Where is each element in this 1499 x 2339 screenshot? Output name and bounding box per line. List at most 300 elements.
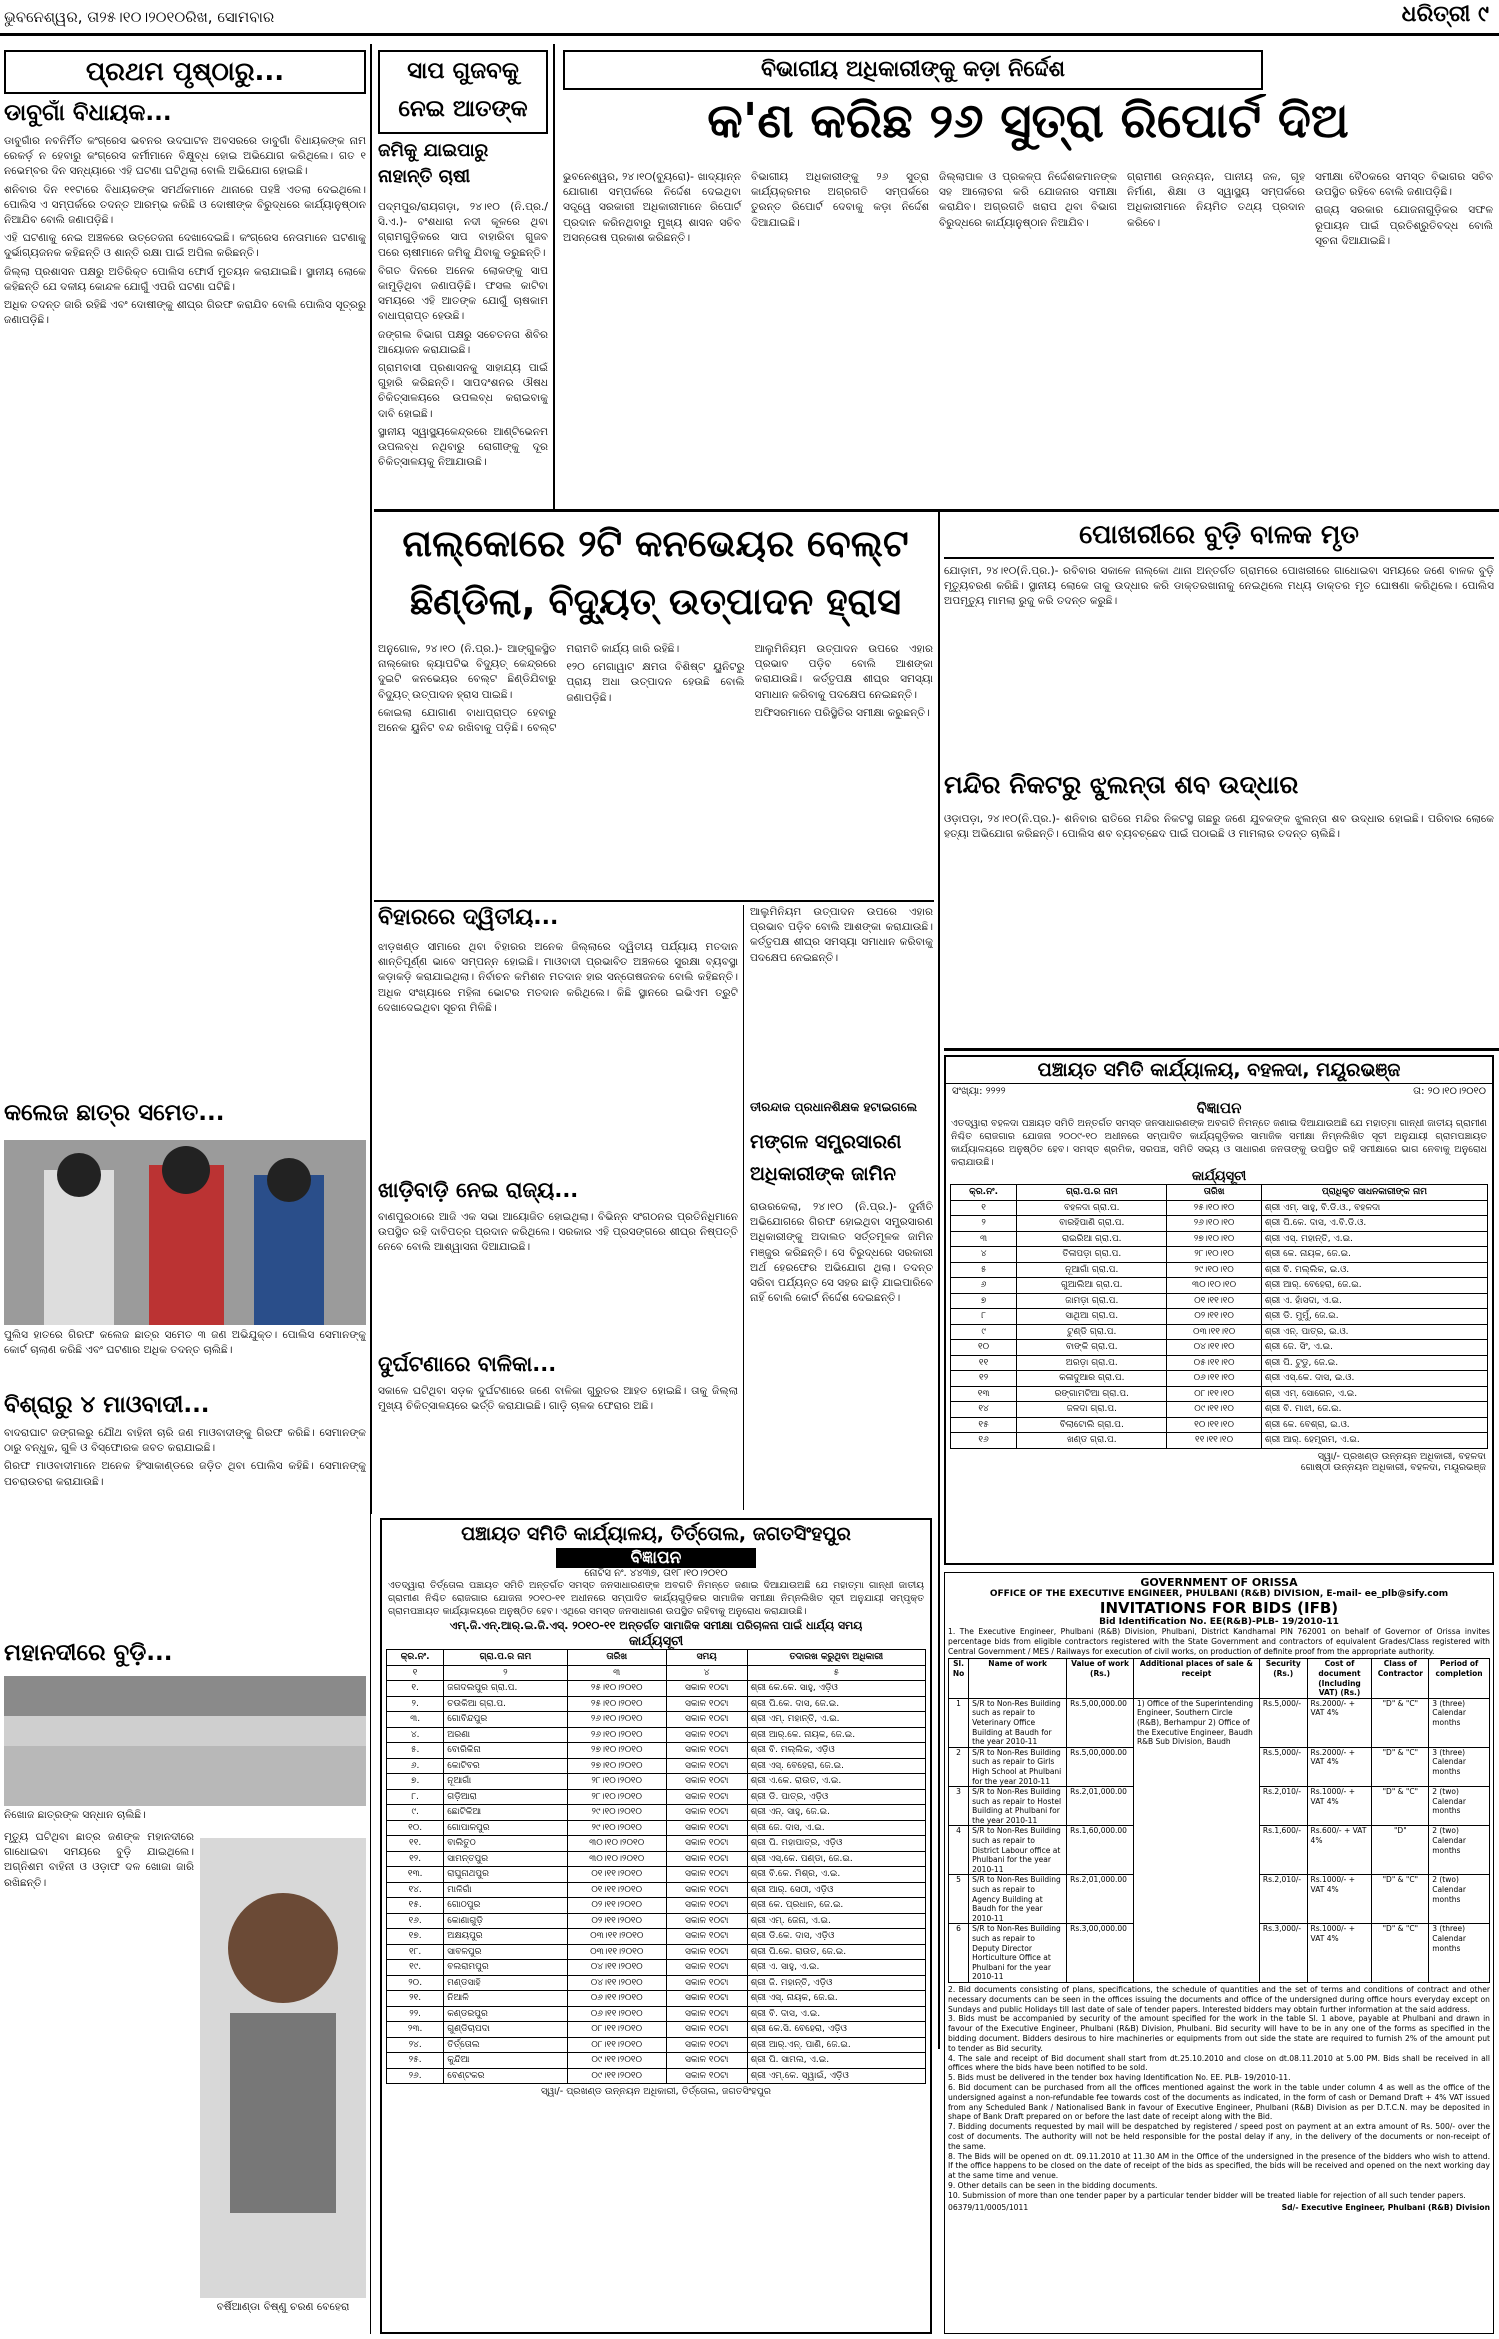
- table-cell: ଗୁଣ୍ଡିଚାପଦା: [444, 2022, 567, 2038]
- section-rule: [374, 900, 934, 902]
- paragraph: ଅଫିସରମାନେ ପରିସ୍ଥିତିର ସମୀକ୍ଷା କରୁଛନ୍ତି।: [754, 706, 930, 719]
- section-rule: [944, 1048, 1499, 1051]
- table-cell: ଶ୍ରୀ ଏମ୍. ଜେନା, ଏ.ଇ.: [747, 1913, 925, 1929]
- story-body: [4, 134, 366, 1094]
- table-cell: ୨୮।୧୦।୨୦୧୦: [567, 1774, 666, 1790]
- story-headline: ଖାଡ଼ିବାଡ଼ି ନେଇ ରାଜ୍ୟ...: [378, 1178, 579, 1202]
- table-row: [951, 1324, 1488, 1340]
- table-cell: ମାଳିଗାଁ: [444, 1882, 567, 1898]
- table-cell: ସକାଳ ୧୦ଟା: [666, 1836, 747, 1852]
- table-row: [387, 1712, 926, 1728]
- mandira-story-body: ଓଡ଼ାପଡ଼ା, ୨୪।୧୦(ନି.ପ୍ର.)- ଶନିବାର ରାତିରେ ମନ୍ଦିର ନିକଟସ୍ଥ ଗଛରୁ ଜଣେ ଯୁବକଙ୍କ ଝୁଲନ୍ତା ଶବ ଉଦ୍ଧାର ହୋଇଛି। ପରିବାର ଲୋକେ ହତ୍ୟା ଅଭିଯୋଗ କରିଛନ୍ତି। ପୋଲିସ ଶବ ବ୍ୟବଚ୍ଛେଦ ପାଇଁ ପଠାଇଛି ଓ ମାମଲାର ତଦନ୍ତ ଚାଲିଛି।: [944, 813, 1494, 841]
- nalco-headline: ନାଲ୍କୋରେ ୨ଟି କନଭେୟର ବେଲ୍ଟ ଛିଣ୍ଡିଲା, ବିଦ୍ୟୁତ୍ ଉତ୍ପାଦନ ହ୍ରାସ: [402, 522, 909, 623]
- ifb-note: 5. Bids must be delivered in the tender box having Identification No. EE. PLB- 19/2010-11.: [948, 2073, 1291, 2083]
- table-cell: 2 (two) Calendar months: [1429, 1875, 1490, 1924]
- table-cell: ୧୫: [951, 1417, 1017, 1433]
- table-cell: Rs.5,00,000.00: [1067, 1698, 1134, 1747]
- table-cell: ୨୭।୧୦।୧୦: [1167, 1231, 1261, 1247]
- table-cell: ୨୮।୧୦।୨୦୧୦: [567, 1789, 666, 1805]
- table-cell: ସକାଳ ୧୦ଟା: [666, 1727, 747, 1743]
- column-divider: [370, 1514, 371, 2334]
- table-cell: ସାଥିଆ ଗ୍ରା.ପ.: [1017, 1309, 1167, 1325]
- column-divider: [938, 509, 940, 2049]
- table-cell: ସକାଳ ୧୦ଟା: [666, 2053, 747, 2069]
- table-cell: ବଲରାମପୁର: [444, 1960, 567, 1976]
- column-header: Security (Rs.): [1259, 1659, 1307, 1698]
- table-cell: ୦୨।୧୧।୧୦: [1167, 1309, 1261, 1325]
- table-row: [387, 1774, 926, 1790]
- table-cell: ୧୩: [951, 1386, 1017, 1402]
- table-cell: 2 (two) Calendar months: [1429, 1826, 1490, 1875]
- table-cell: S/R to Non-Res Building such as repair to Hostel Building at Phulbani for the year 2010-11: [969, 1787, 1067, 1826]
- table-cell: ସକାଳ ୧୦ଟା: [666, 1789, 747, 1805]
- table-cell: 2: [949, 1747, 969, 1786]
- ifb-signature: Sd/- Executive Engineer, Phulbani (R&B) Division: [1281, 2202, 1490, 2212]
- table-cell: ୧୫.: [387, 1898, 444, 1914]
- table-cell: ୪.: [387, 1727, 444, 1743]
- table-row: [387, 1758, 926, 1774]
- table-cell: ଶ୍ରୀ ଡି. ମୁର୍ମୁ, ଜେ.ଇ.: [1261, 1309, 1487, 1325]
- table-cell: ୨୯।୧୦।୨୦୧୦: [567, 1805, 666, 1821]
- table-body: [951, 1200, 1488, 1448]
- story-headline: ଡାବୁଗାଁ ବିଧାୟକ...: [4, 100, 172, 126]
- arrest-photo: [4, 1140, 366, 1325]
- table-cell: ଶ୍ରୀ ପି.କେ. ଦାସ, ଏ.ବି.ଡି.ଓ.: [1261, 1216, 1487, 1232]
- story-headline: ମହାନଦୀରେ ବୁଡ଼ି...: [4, 1640, 173, 1666]
- table-row: [951, 1433, 1488, 1449]
- story-headline-box: ସାପ ଗୁଜବକୁ ନେଇ ଆତଙ୍କ: [378, 50, 548, 134]
- table-cell: ୦୯।୧୧।୨୦୧୦: [567, 2053, 666, 2069]
- table-cell: ୧୨.: [387, 1851, 444, 1867]
- table-cell: ୨୬।୧୦।୨୦୧୦: [567, 1712, 666, 1728]
- column-header: Name of work: [969, 1659, 1067, 1698]
- table-cell: Rs.1000/- + VAT 4%: [1307, 1787, 1372, 1826]
- table-cell: ୧୩.: [387, 1867, 444, 1883]
- table-cell: ସକାଳ ୧୦ଟା: [666, 1975, 747, 1991]
- column-number: ୨: [444, 1665, 567, 1681]
- table-body: [949, 1698, 1490, 1982]
- ad-office: ଗୋଷ୍ଠୀ ଉନ୍ନୟନ ଅଧିକାରୀ, ବହଳଦା, ମୟୂରଭଞ୍ଜ: [1300, 1461, 1486, 1473]
- table-cell: ୦୮।୧୧।୨୦୧୦: [567, 2037, 666, 2053]
- table-cell: ଟୁଣ୍ଡି ଗ୍ରା.ପ.: [1017, 1324, 1167, 1340]
- table-cell: ଶ୍ରୀ ପି.କେ. ରାଉତ, ଜେ.ଇ.: [747, 1944, 925, 1960]
- table-cell: ୧୧: [951, 1355, 1017, 1371]
- ad-subtitle: ଏମ୍.ଜି.ଏନ୍.ଆର୍.ଇ.ଜି.ଏସ୍. ୨୦୧୦-୧୧ ଅନ୍ତର୍ଗତ ସାମାଜିକ ସମୀକ୍ଷା ପରିଚାଳନା ପାଇଁ ଧାର୍ଯ୍ୟ ସମୟ: [449, 1619, 863, 1632]
- table-cell: ସକାଳ ୧୦ଟା: [666, 1851, 747, 1867]
- story-body: ବାଣପୁରଠାରେ ଆଜି ଏକ ସଭା ଆୟୋଜିତ ହୋଇଥିଲା। ବିଭିନ୍ନ ସଂଗଠନର ପ୍ରତିନିଧିମାନେ ଉପସ୍ଥିତ ରହି ଦାବିପତ୍ର ପ୍ରଦାନ କରିଥିଲେ। ସରକାର ଏହି ପ୍ରସଙ୍ଗରେ ଶୀଘ୍ର ନିଷ୍ପତ୍ତି ନେବେ ବୋଲି ଆଶ୍ୱାସନା ଦିଆଯାଇଛି।: [378, 1211, 738, 1254]
- table-cell: ଗଡ଼ିଆରା: [444, 1789, 567, 1805]
- paragraph: ଆଲୁମିନିୟମ ଉତ୍ପାଦନ ଉପରେ ଏହାର ପ୍ରଭାବ ପଡ଼ିବ ବୋଲି ଆଶଙ୍କା କରାଯାଉଛି। କର୍ତ୍ତୃପକ୍ଷ ଶୀଘ୍ର ସମସ୍ୟା ସମାଧାନ କରିବାକୁ ପଦକ୍ଷେପ ନେଇଛନ୍ତି।: [754, 643, 933, 701]
- table-cell: ୨୬।୧୦।୧୦: [1167, 1216, 1261, 1232]
- paragraph: ରାଜ୍ୟ ସରକାର ଯୋଜନାଗୁଡ଼ିକର ସଫଳ ରୂପାୟନ ପାଇଁ ପ୍ରତିଶ୍ରୁତିବଦ୍ଧ ବୋଲି ସୂଚନା ଦିଆଯାଇଛି।: [1315, 204, 1493, 247]
- table-row: [387, 1882, 926, 1898]
- column-header: ସମୟ: [666, 1650, 747, 1666]
- ifb-advertisement: [944, 1572, 1494, 2334]
- table-cell: ୨: [951, 1216, 1017, 1232]
- table-cell: କୁନ୍ଦିଆ: [444, 2053, 567, 2069]
- column-number: ୩: [567, 1665, 666, 1681]
- photo-caption: ବର୍ଷିଆଣ୍ଡା ବିଷ୍ଣୁ ଚରଣ ବେହେରା: [216, 2301, 350, 2313]
- table-row: [387, 1727, 926, 1743]
- table-row: [387, 1975, 926, 1991]
- ad-footer: ସ୍ୱା/- ପ୍ରଖଣ୍ଡ ଉନ୍ନୟନ ଅଧିକାରୀ, ତିର୍ତ୍ତୋଲ, ଜଗତସିଂହପୁର: [541, 2086, 771, 2097]
- table-cell: ଜଳଦା ଗ୍ରା.ପ.: [1017, 1402, 1167, 1418]
- table-cell: ୦୩।୧୧।୨୦୧୦: [567, 1944, 666, 1960]
- table-cell: ଅରଣା: [444, 1727, 567, 1743]
- ifb-note: 8. The Bids will be opened on dt. 09.11.2010 at 11.30 AM in the Office of the undersigned in the presence of the bidders who wish to attend. If the office happens to be closed on the date of receipt of the bids as specified, the bids will be received and opened on the next working day at the same time and venue.: [948, 2151, 1490, 2181]
- table-cell: ୧୬.: [387, 1913, 444, 1929]
- table-cell: ଶ୍ରୀ ଡି. ପାତ୍ର, ଏଡ଼ିଓ: [747, 1789, 925, 1805]
- table-cell: ଶ୍ରୀ ଆର୍.କେ. ନାୟକ, ଜେ.ଇ.: [747, 1727, 925, 1743]
- table-cell: ୧୪.: [387, 1882, 444, 1898]
- table-cell: ୦୯।୧୧।୨୦୧୦: [567, 2068, 666, 2084]
- ifb-note: 6. Bid document can be purchased from all the offices mentioned against the work in the table under column 4 as well as the office of the undersigned against a non-refundable fee towards cost of the documents as indicated, in the form of cash or Demand Draft + 4% VAT issued from any Scheduled Bank / Nationalised Bank in favour of Executive Engineer, Phulbani (R&B) Division as per D.T.C.N. may be deposited in shape of Bank Draft prepared on or before the last date of receipt along with the Bid.: [948, 2082, 1490, 2122]
- column-header: ତାରିଖ: [1167, 1185, 1261, 1201]
- table-cell: ୮.: [387, 1789, 444, 1805]
- table-cell: ୦୩।୧୧।୨୦୧୦: [567, 1929, 666, 1945]
- story-headline: ବିହାରରେ ଦ୍ୱିତୀୟ...: [378, 905, 559, 930]
- table-cell: Rs.2,010/-: [1259, 1787, 1307, 1826]
- table-cell: ଶ୍ରୀ ଏମ୍. ସାହୁ, ବି.ଡି.ଓ., ବହଳଦା: [1261, 1200, 1487, 1216]
- table-row: [387, 1929, 926, 1945]
- story-body: [378, 200, 548, 500]
- table-cell: ଶ୍ରୀ ଏସ୍.କେ. ପଣ୍ଡା, ଜେ.ଇ.: [747, 1851, 925, 1867]
- column-header: ଗ୍ରା.ପ.ର ନାମ: [444, 1650, 567, 1666]
- column-header: Class of Contractor: [1372, 1659, 1429, 1698]
- table-cell: ଚଉକିଆ ଗ୍ରା.ପ.: [444, 1696, 567, 1712]
- story-headline: ତୀରନ୍ଦାଜ ପ୍ରଧାନଶିକ୍ଷକ ହଟାଇଗଲେ: [750, 1100, 918, 1114]
- table-cell: 6: [949, 1924, 969, 1983]
- table-cell: ସକାଳ ୧୦ଟା: [666, 1681, 747, 1697]
- ad-date: ତା: ୨୦।୧୦।୨୦୧୦: [1413, 1086, 1486, 1097]
- table-cell: ୩୦।୧୦।୧୦: [1167, 1278, 1261, 1294]
- table-cell: ସକାଳ ୧୦ଟା: [666, 1898, 747, 1914]
- table-cell: Rs.2,01,000.00: [1067, 1875, 1134, 1924]
- table-cell: ମଣ୍ଡସାହି: [444, 1975, 567, 1991]
- table-cell: ଶ୍ରୀ ଏସ୍. ନାୟକ, ଜେ.ଇ.: [747, 1991, 925, 2007]
- table-cell: ବେଣ୍ଟକର: [444, 2068, 567, 2084]
- table-cell: ଶ୍ରୀ ଆର୍. ବେହେରା, ଜେ.ଇ.: [1261, 1278, 1487, 1294]
- table-cell: ଶ୍ରୀ ବି.କେ. ମିଶ୍ର, ଏ.ଇ.: [747, 1867, 925, 1883]
- table-cell: ୨୯।୧୦।୧୦: [1167, 1262, 1261, 1278]
- paragraph: କୋଇଲା ଯୋଗାଣ ବାଧାପ୍ରାପ୍ତ ହେବାରୁ ଅନେକ ୟୁନିଟ ବନ୍ଦ ରଖିବାକୁ ପଡ଼ିଛି। ବେଲ୍ଟ ମରାମତି କାର୍ଯ୍ୟ ଜାରି ରହିଛି।: [378, 643, 680, 735]
- table-cell: ସକାଳ ୧୦ଟା: [666, 1712, 747, 1728]
- paragraph: ଅଧିକ ତଦନ୍ତ ଜାରି ରହିଛି ଏବଂ ଦୋଷୀଙ୍କୁ ଶୀଘ୍ର ଗିରଫ କରାଯିବ ବୋଲି ପୋଲିସ ସୂତ୍ରରୁ ଜଣାପଡ଼ିଛି।: [4, 299, 366, 327]
- table-cell: ସାମନ୍ତପୁର: [444, 1851, 567, 1867]
- table-cell: ୨୫।୧୦।୧୦: [1167, 1200, 1261, 1216]
- table-cell: ଗୋଠପୁର: [444, 1898, 567, 1914]
- table-cell: ସକାଳ ୧୦ଟା: [666, 1696, 747, 1712]
- paragraph: ଏହି ଘଟଣାକୁ ନେଇ ଅଞ୍ଚଳରେ ଉତ୍ତେଜନା ଦେଖାଦେଇଛି। କଂଗ୍ରେସ ନେତାମାନେ ଘଟଣାକୁ ଦୁର୍ଭାଗ୍ୟଜନକ କହିଛନ୍ତି ଓ ଶାନ୍ତି ରକ୍ଷା ପାଇଁ ଅପିଲ କରିଛନ୍ତି।: [4, 232, 366, 260]
- table-cell: "D" & "C": [1372, 1747, 1429, 1786]
- table-cell: ବହଳଦା ଗ୍ରା.ପ.: [1017, 1200, 1167, 1216]
- column-number: ୧: [387, 1665, 444, 1681]
- table-cell: ଗୋପାଳପୁର: [444, 1820, 567, 1836]
- ifb-bid-id: Bid Identification No. EE(R&B)-PLB- 19/2010-11: [1099, 1617, 1339, 1627]
- table-cell: 4: [949, 1826, 969, 1875]
- story-body: ମୃତ୍ୟୁ ଘଟିଥିବା ଛାତ୍ର ଜଣଙ୍କ ମହାନଦୀରେ ଗାଧୋଇବା ସମୟରେ ବୁଡ଼ି ଯାଇଥିଲେ। ଅଗ୍ନିଶମ ବାହିନୀ ଓ ଓଡ଼ାଫ ଦଳ ଖୋଜା ଜାରି ରଖିଛନ୍ତି।: [4, 1831, 194, 1889]
- photo-portrait: [200, 1838, 366, 2298]
- table-cell: ଶ୍ରୀ ଏମ୍. ସୋରେନ, ଏ.ଇ.: [1261, 1386, 1487, 1402]
- paragraph: ଜଙ୍ଗଲ ବିଭାଗ ପକ୍ଷରୁ ସଚେତନତା ଶିବିର ଆୟୋଜନ କରାଯାଇଛି।: [378, 328, 548, 356]
- table-cell: ୬.: [387, 1758, 444, 1774]
- table-cell: ଶ୍ରୀ କେ. ପ୍ରଧାନ, ଜେ.ଇ.: [747, 1898, 925, 1914]
- table-cell: ଜାମଡ଼ା ଗ୍ରା.ପ.: [1017, 1293, 1167, 1309]
- table-row: [387, 1696, 926, 1712]
- table-cell: ବୋରିକିନା: [444, 1743, 567, 1759]
- table-cell: ୦୨।୧୧।୨୦୧୦: [567, 1913, 666, 1929]
- table-cell: "D" & "C": [1372, 1787, 1429, 1826]
- table-cell: ୨୭।୧୦।୨୦୧୦: [567, 1743, 666, 1759]
- table-row: [387, 1991, 926, 2007]
- table-cell: ଜଗଦଲପୁର ଗ୍ରା.ପ.: [444, 1681, 567, 1697]
- story-headline: ଦୁର୍ଘଟଣାରେ ବାଳିକା...: [378, 1352, 557, 1376]
- ifb-footer-code: 06379/11/0005/1011: [948, 2202, 1029, 2212]
- table-cell: S/R to Non-Res Building such as repair to Agency Building at Baudh for the year 2010-11: [969, 1875, 1067, 1924]
- ifb-govt: GOVERNMENT OF ORISSA: [1140, 1576, 1298, 1589]
- story-body-continued: ଆଲୁମିନିୟମ ଉତ୍ପାଦନ ଉପରେ ଏହାର ପ୍ରଭାବ ପଡ଼ିବ ବୋଲି ଆଶଙ୍କା କରାଯାଉଛି। କର୍ତ୍ତୃପକ୍ଷ ଶୀଘ୍ର ସମସ୍ୟା ସମାଧାନ କରିବାକୁ ପଦକ୍ଷେପ ନେଇଛନ୍ତି।: [750, 906, 933, 964]
- table-row: [387, 1960, 926, 1976]
- table-row: [387, 2068, 926, 2084]
- table-cell: ୨୫।୧୦।୨୦୧୦: [567, 1696, 666, 1712]
- table-cell: ନୂଆଗାଁ ଗ୍ରା.ପ.: [1017, 1262, 1167, 1278]
- table-cell: Rs.3,000/-: [1259, 1924, 1307, 1983]
- table-cell: ଅକ୍ଷୟପୁର: [444, 1929, 567, 1945]
- table-cell: ୦୪।୧୧।୧୦: [1167, 1340, 1261, 1356]
- table-cell: ବିଲାଟୋଲି ଗ୍ରା.ପ.: [1017, 1417, 1167, 1433]
- column-divider: [743, 905, 744, 1510]
- table-cell: ୦୬।୧୧।୨୦୧୦: [567, 1991, 666, 2007]
- table-cell: Rs.1000/- + VAT 4%: [1307, 1924, 1372, 1983]
- table-cell: ୦୬।୧୧।୨୦୧୦: [567, 2006, 666, 2022]
- ad-intro: ଏତଦ୍ୱାରା ବହଳଦା ପଞ୍ଚାୟତ ସମିତି ଅନ୍ତର୍ଗତ ସମସ୍ତ ଜନସାଧାରଣଙ୍କ ଅବଗତି ନିମନ୍ତେ ଜଣାଇ ଦିଆଯାଉଅଛି ଯେ ମହାତ୍ମା ଗାନ୍ଧୀ ଜାତୀୟ ଗ୍ରାମୀଣ ନିଶ୍ଚିତ ରୋଜଗାର ଯୋଜନା ୨୦୦୯-୧୦ ଅଧୀନରେ ସମ୍ପାଦିତ କାର୍ଯ୍ୟଗୁଡ଼ିକର ସାମାଜିକ ସମୀକ୍ଷା ନିମ୍ନଲିଖିତ ସୂଚୀ ଅନୁଯାୟୀ ଗ୍ରାମପଞ୍ଚାୟତ କାର୍ଯ୍ୟାଳୟରେ ଅନୁଷ୍ଠିତ ହେବ। ସମସ୍ତ ଶ୍ରମିକ, ସରପଞ୍ଚ, ସମିତି ସଭ୍ୟ ଓ ସାଧାରଣ ଜନତାଙ୍କୁ ଉପସ୍ଥିତ ରହି ସମୀକ୍ଷାରେ ଭାଗ ନେବାକୁ ଅନୁରୋଧ କରାଯାଉଛି।: [951, 1118, 1487, 1168]
- table-cell: ଶ୍ରୀ କେ. ନାୟକ, ଜେ.ଇ.: [1261, 1247, 1487, 1263]
- table-cell: ୨୫।୧୦।୨୦୧୦: [567, 1681, 666, 1697]
- table-cell: ଶ୍ରୀ ଜେ. ସିଂ, ଏ.ଇ.: [1261, 1340, 1487, 1356]
- table-cell: ସାବଳପୁର: [444, 1944, 567, 1960]
- ifb-footer: [948, 2203, 1490, 2212]
- ad-tag: ବିଜ୍ଞାପନ: [1196, 1099, 1242, 1117]
- table-cell: ରାଘୁନାଥପୁର: [444, 1867, 567, 1883]
- table-row: [951, 1231, 1488, 1247]
- tirtol-advertisement: [380, 1518, 932, 2334]
- table-cell: ସକାଳ ୧୦ଟା: [666, 1913, 747, 1929]
- table-cell: 5: [949, 1875, 969, 1924]
- photo-river-search: [4, 1676, 366, 1806]
- table-cell: ୧୯.: [387, 1960, 444, 1976]
- column-header: କ୍ର.ନଂ.: [387, 1650, 444, 1666]
- table-cell: ଶ୍ରୀ ପି. ମହାପାତ୍ର, ଏଡ଼ିଓ: [747, 1836, 925, 1852]
- table-cell: ଛୋଟିକିଆ: [444, 1805, 567, 1821]
- table-row: [951, 1355, 1488, 1371]
- story-body: ଝାଡ଼ଖଣ୍ଡ ସୀମାରେ ଥିବା ବିହାରର ଅନେକ ଜିଲ୍ଲାରେ ଦ୍ୱିତୀୟ ପର୍ଯ୍ୟାୟ ମତଦାନ ଶାନ୍ତିପୂର୍ଣ୍ଣ ଭାବେ ସମ୍ପନ୍ନ ହୋଇଛି। ମାଓବାଦୀ ପ୍ରଭାବିତ ଅଞ୍ଚଳରେ ସୁରକ୍ଷା ବ୍ୟବସ୍ଥା କଡ଼ାକଡ଼ି କରାଯାଇଥିଲା। ନିର୍ବାଚନ କମିଶନ ମତଦାନ ହାର ସନ୍ତୋଷଜନକ ବୋଲି କହିଛନ୍ତି। ଅଧିକ ସଂଖ୍ୟାରେ ମହିଳା ଭୋଟର ମତଦାନ କରିଥିଲେ। କିଛି ସ୍ଥାନରେ ଇଭିଏମ ତ୍ରୁଟି ଦେଖାଦେଇଥିବା ସୂଚନା ମିଳିଛି।: [378, 941, 738, 1014]
- tirtol-schedule-table: [386, 1649, 926, 2084]
- ad-signature: ସ୍ୱା/- ପ୍ରଖଣ୍ଡ ଉନ୍ନୟନ ଅଧିକାରୀ, ବହଳଦା: [1317, 1450, 1486, 1462]
- table-cell: ୨୮।୧୦।୧୦: [1167, 1247, 1261, 1263]
- table-row: [387, 1789, 926, 1805]
- table-cell: ୨୫.: [387, 2053, 444, 2069]
- table-cell: ଶ୍ରୀ ପି.କେ. ଦାସ, ଜେ.ଇ.: [747, 1696, 925, 1712]
- paragraph: ଭୁବନେଶ୍ୱର, ୨୪।୧୦(ବ୍ୟୁରୋ)- ଖାଦ୍ୟାନ୍ନ ଯୋଗାଣ ସମ୍ପର୍କରେ ନିର୍ଦ୍ଦେଶ ଦେଇଥିବା ସତ୍ତ୍ୱେ ସରକାରୀ ଅଧିକାରୀମାନେ ରିପୋର୍ଟ ପ୍ରଦାନ କରିନଥିବାରୁ ମୁଖ୍ୟ ଶାସନ ସଚିବ ଅସନ୍ତୋଷ ପ୍ରକାଶ କରିଛନ୍ତି।: [563, 171, 741, 244]
- lead-headline: କ'ଣ କରିଛ ୨୬ ସୁତ୍ରା ରିପୋର୍ଟ ଦିଅ: [707, 94, 1349, 149]
- ifb-note: 3. Bids must be accompanied by security of the amount specified for the work in the table Sl. 1 above, payable at Phulbani and drawn in favour of the Executive Engineer, Phulbani (R&B) Division, Phulbani. Bid security will have to be in any one of the forms as specified in the bidding document. Bidders desirous to hire machineries or equipments from out side the state are required to furnish 2% of the amount put to tender as Bid security.: [948, 2014, 1490, 2053]
- table-row: [387, 1867, 926, 1883]
- table-number-row: [387, 1665, 926, 1681]
- table-cell: ୩.: [387, 1712, 444, 1728]
- paragraph: ଶନିବାର ଦିନ ୧୧ଟାରେ ବିଧାୟକଙ୍କ ସମର୍ଥକମାନେ ଥାନାରେ ପହଞ୍ଚି ଏତଲା ଦେଇଥିଲେ। ପୋଲିସ ଏ ସମ୍ପର୍କରେ ତଦନ୍ତ ଆରମ୍ଭ କରିଛି ଓ ଦୋଷୀଙ୍କ ବିରୁଦ୍ଧରେ କାର୍ଯ୍ୟାନୁଷ୍ଠାନ ନିଆଯିବ ବୋଲି ଜଣାପଡ଼ିଛି।: [4, 183, 366, 227]
- table-cell: ଶ୍ରୀ ଆର୍. ସେଠୀ, ଏଡ଼ିଓ: [747, 1882, 925, 1898]
- table-cell: ସକାଳ ୧୦ଟା: [666, 1774, 747, 1790]
- table-cell: S/R to Non-Res Building such as repair to Veterinary Office Building at Baudh for the year 2010-11: [969, 1698, 1067, 1747]
- table-header-row: [387, 1650, 926, 1666]
- table-cell: ତିଳାପଡ଼ା ଗ୍ରା.ପ.: [1017, 1247, 1167, 1263]
- story-body: ସକାଳେ ଘଟିଥିବା ସଡ଼କ ଦୁର୍ଘଟଣାରେ ଜଣେ ବାଳିକା ଗୁରୁତର ଆହତ ହୋଇଛି। ତାକୁ ଜିଲ୍ଲା ମୁଖ୍ୟ ଚିକିତ୍ସାଳୟରେ ଭର୍ତ୍ତି କରାଯାଇଛି। ଗାଡ଼ି ଚାଳକ ଫେରାର ଅଛି।: [378, 1385, 738, 1413]
- column-header: Period of completion: [1429, 1659, 1490, 1698]
- column-header: Cost of document (Including VAT) (Rs.): [1307, 1659, 1372, 1698]
- ifb-notes: [948, 1985, 1490, 2201]
- story-subheadline: ଜମିକୁ ଯାଇପାରୁ ନାହାନ୍ତି ଚାଷୀ: [378, 140, 489, 187]
- table-cell: କୋଟିବର: [444, 1758, 567, 1774]
- table-cell: ୦୩।୧୧।୧୦: [1167, 1324, 1261, 1340]
- paragraph: ଅନୁଗୋଳ, ୨୪।୧୦ (ନି.ପ୍ର.)- ଆଙ୍ଗୁଳସ୍ଥିତ ନାଲ୍କୋର କ୍ୟାପଟିଭ ବିଦ୍ୟୁତ୍ କେନ୍ଦ୍ରରେ ଦୁଇଟି କନଭେୟର ବେଲ୍ଟ ଛିଣ୍ଡିଯିବାରୁ ବିଦ୍ୟୁତ୍ ଉତ୍ପାଦନ ହ୍ରାସ ପାଇଛି।: [378, 643, 557, 701]
- table-cell: ୮: [951, 1309, 1017, 1325]
- table-row: [387, 1820, 926, 1836]
- ad-intro: ଏତଦ୍ୱାରା ତିର୍ତ୍ତୋଲ ପଞ୍ଚାୟତ ସମିତି ଅନ୍ତର୍ଗତ ସମସ୍ତ ଜନସାଧାରଣଙ୍କ ଅବଗତି ନିମନ୍ତେ ଜଣାଇ ଦିଆଯାଉଅଛି ଯେ ମହାତ୍ମା ଗାନ୍ଧୀ ଜାତୀୟ ଗ୍ରାମୀଣ ନିଶ୍ଚିତ ରୋଜଗାର ଯୋଜନା ୨୦୧୦-୧୧ ଅଧୀନରେ ସମ୍ପାଦିତ କାର୍ଯ୍ୟଗୁଡ଼ିକର ସାମାଜିକ ସମୀକ୍ଷା ନିମ୍ନଲିଖିତ ସୂଚୀ ଅନୁଯାୟୀ ସମ୍ପୃକ୍ତ ଗ୍ରାମପଞ୍ଚାୟତ କାର୍ଯ୍ୟାଳୟରେ ଅନୁଷ୍ଠିତ ହେବ। ଏଥିରେ ସମସ୍ତ ଜନସାଧାରଣ ଉପସ୍ଥିତ ରହିବାକୁ ଅନୁରୋଧ କରାଯାଉଛି।: [388, 1580, 924, 1617]
- table-cell: ଶ୍ରୀ ଏନ୍. ସାହୁ, ଜେ.ଇ.: [747, 1805, 925, 1821]
- column-header: Additional places of sale & receipt: [1133, 1659, 1259, 1698]
- table-cell: ୯.: [387, 1805, 444, 1821]
- paragraph: ଡାବୁଗାଁର ନବନିର୍ମିତ କଂଗ୍ରେସ ଭବନର ଉଦଘାଟନ ଅବସରରେ ଡାବୁଗାଁ ବିଧାୟକଙ୍କ ନାମ ରେକର୍ଡ଼ ନ ହେବାରୁ କଂଗ୍ରେସ କର୍ମୀମାନେ ବିକ୍ଷୁବ୍ଧ ହୋଇ ଅଭିଯୋଗ କରିଥିଲେ। ଗତ ୧ ନଭେମ୍ବର ଦିନ ସନ୍ଧ୍ୟାରେ ଏହି ଘଟଣା ଘଟିଥିଲା ବୋଲି ଅଭିଯୋଗ ହୋଇଛି।: [4, 135, 366, 178]
- table-cell: Rs.5,000/-: [1259, 1698, 1307, 1747]
- table-row: [951, 1293, 1488, 1309]
- table-cell: 3: [949, 1787, 969, 1826]
- table-header-row: [949, 1659, 1490, 1698]
- table-cell: 3 (three) Calendar months: [1429, 1698, 1490, 1747]
- story-headline: ବିଶ୍ରାରୁ ୪ ମାଓବାଦୀ...: [4, 1392, 210, 1418]
- ad-tag: ବିଜ୍ଞାପନ: [556, 1548, 756, 1568]
- ifb-note: 7. Bidding documents requested by mail will be despatched by registered / speed post on payment at an extra amount of Rs. 500/- over the cost of documents. The authority will not be held responsible for the postal delay if any, in the delivery of the documents or non-receipt of the same.: [948, 2122, 1490, 2151]
- table-cell: ଶ୍ରୀ ଏନ୍. ପାତ୍ର, ଇ.ଓ.: [1261, 1324, 1487, 1340]
- table-row: [951, 1200, 1488, 1216]
- table-row: [387, 2053, 926, 2069]
- table-row: [951, 1262, 1488, 1278]
- table-cell: Rs.2,010/-: [1259, 1875, 1307, 1924]
- table-body: [387, 1681, 926, 2084]
- table-cell: "D" & "C": [1372, 1698, 1429, 1747]
- table-cell: ୨୬.: [387, 2068, 444, 2084]
- lead-story-body: [563, 170, 1493, 505]
- table-row: [951, 1386, 1488, 1402]
- table-cell: ଶ୍ରୀ ଡି.କେ. ଦାସ, ଏଡ଼ିଓ: [747, 1929, 925, 1945]
- table-row: [387, 1743, 926, 1759]
- ifb-title: INVITATIONS FOR BIDS (IFB): [1099, 1599, 1339, 1617]
- story-body: ରାଉରକେଲା, ୨୪।୧୦ (ନି.ପ୍ର.)- ଦୁର୍ନୀତି ଅଭିଯୋଗରେ ଗିରଫ ହୋଇଥିବା ସମ୍ପ୍ରସାରଣ ଅଧିକାରୀଙ୍କୁ ଅଦାଲତ ସର୍ତ୍ତମୂଳକ ଜାମିନ ମଞ୍ଜୁର କରିଛନ୍ତି। ସେ ବିରୁଦ୍ଧରେ ସରକାରୀ ଅର୍ଥ ହେରଫେର ଅଭିଯୋଗ ଥିଲା। ତଦନ୍ତ ସରିବା ପର୍ଯ୍ୟନ୍ତ ସେ ସହର ଛାଡ଼ି ଯାଇପାରିବେ ନାହିଁ ବୋଲି କୋର୍ଟ ନିର୍ଦ୍ଦେଶ ଦେଇଛନ୍ତି।: [750, 1201, 933, 1305]
- table-cell: ୦୮।୧୧।୨୦୧୦: [567, 2022, 666, 2038]
- ifb-note: 2. Bid documents consisting of plans, specifications, the schedule of quantities and the set of terms and conditions of contract and other necessary documents can be seen in the offices issuing the documents and office of the undersigned during office hours everyday except on Sundays and public Holidays till last date of sale of tender papers. Interested bidders may obtain further information at the said address.: [948, 1984, 1490, 2014]
- table-cell: "D" & "C": [1372, 1924, 1429, 1983]
- table-cell: ସକାଳ ୧୦ଟା: [666, 1991, 747, 2007]
- bahalda-schedule-table: [950, 1184, 1488, 1449]
- table-cell: "D" & "C": [1372, 1875, 1429, 1924]
- table-row: [951, 1247, 1488, 1263]
- photo-caption: ନିଖୋଜ ଛାତ୍ରଙ୍କ ସନ୍ଧାନ ଚାଲିଛି।: [4, 1809, 146, 1821]
- table-cell: ବାରହିପାଣି ଗ୍ରା.ପ.: [1017, 1216, 1167, 1232]
- table-cell: ଶ୍ରୀ ଏମ୍.କେ. ସ୍ୱାଇଁ, ଏଡ଼ିଓ: [747, 2068, 925, 2084]
- table-row: [387, 1681, 926, 1697]
- table-cell: ସକାଳ ୧୦ଟା: [666, 1944, 747, 1960]
- table-cell: ୧୪: [951, 1402, 1017, 1418]
- column-divider: [370, 44, 372, 1514]
- table-cell: ୧.: [387, 1681, 444, 1697]
- table-cell: ଶ୍ରୀ ବି. ମଲ୍ଲିକ, ଏଡ଼ିଓ: [747, 1743, 925, 1759]
- pokhari-story-body: ଯୋଡ଼ାମ, ୨୪।୧୦(ନି.ପ୍ର.)- ରବିବାର ସକାଳେ ନାଲ୍କୋ ଥାନା ଅନ୍ତର୍ଗତ ଗ୍ରାମରେ ପୋଖରୀରେ ଗାଧୋଇବା ସମୟରେ ଜଣେ ବାଳକ ବୁଡ଼ି ମୃତ୍ୟୁବରଣ କରିଛି। ସ୍ଥାନୀୟ ଲୋକେ ତାକୁ ଉଦ୍ଧାର କରି ଡାକ୍ତରଖାନାକୁ ନେଇଥିଲେ ମଧ୍ୟ ଡାକ୍ତର ମୃତ ଘୋଷଣା କରିଥିଲେ। ପୋଲିସ ଅପମୃତ୍ୟୁ ମାମଲା ରୁଜୁ କରି ତଦନ୍ତ କରୁଛି।: [944, 565, 1494, 608]
- page-header: [0, 0, 1499, 36]
- column-number: ୪: [666, 1665, 747, 1681]
- table-row: [387, 1836, 926, 1852]
- table-row: [387, 1898, 926, 1914]
- table-cell: ୯: [951, 1324, 1017, 1340]
- table-cell: ୨୧.: [387, 1991, 444, 2007]
- column-header: Sl. No: [949, 1659, 969, 1698]
- table-row: [951, 1216, 1488, 1232]
- ad-notice: ନୋଟିସ ନଂ. ୪୪୩୭, ତା୧୮।୧୦।୨୦୧୦: [584, 1568, 728, 1579]
- table-cell: ଗୁଆଲିଆ ଗ୍ରା.ପ.: [1017, 1278, 1167, 1294]
- table-row: [387, 1851, 926, 1867]
- table-cell: ସକାଳ ୧୦ଟା: [666, 1867, 747, 1883]
- table-cell: ଶ୍ରୀ ଏସ୍. ମହାନ୍ତି, ଏ.ଇ.: [1261, 1231, 1487, 1247]
- table-cell: ୩୦।୧୦।୨୦୧୦: [567, 1836, 666, 1852]
- table-cell: ଗୋବିନ୍ଦପୁର: [444, 1712, 567, 1728]
- table-cell: ଶ୍ରୀ ଆର୍.ଏନ୍. ପାଣି, ଜେ.ଇ.: [747, 2037, 925, 2053]
- table-cell: ସକାଳ ୧୦ଟା: [666, 2037, 747, 2053]
- table-row: [951, 1278, 1488, 1294]
- table-cell: 2 (two) Calendar months: [1429, 1787, 1490, 1826]
- table-cell: ଖଣ୍ଡ ଗ୍ରା.ପ.: [1017, 1433, 1167, 1449]
- table-cell: 3 (three) Calendar months: [1429, 1924, 1490, 1983]
- table-cell: Rs.600/- + VAT 4%: [1307, 1826, 1372, 1875]
- table-cell: ୨.: [387, 1696, 444, 1712]
- table-cell: Rs.1,60,000.00: [1067, 1826, 1134, 1875]
- table-cell: ୧୦।୧୧।୧୦: [1167, 1417, 1261, 1433]
- table-cell: ଶ୍ରୀ ଏ. ସାହୁ, ଏ.ଇ.: [747, 1960, 925, 1976]
- paragraph: ଜିଲ୍ଲାପାଳ ଓ ପ୍ରକଳ୍ପ ନିର୍ଦ୍ଦେଶକମାନଙ୍କ ସହ ଆଲୋଚନା କରି ଯୋଜନାର ସମୀକ୍ଷା କରାଯିବ। ଅଗ୍ରଗତି ଖରାପ ଥିବା ବିଭାଗ ବିରୁଦ୍ଧରେ କାର୍ଯ୍ୟାନୁଷ୍ଠାନ ନିଆଯିବ।: [939, 171, 1117, 229]
- bahalda-advertisement: [944, 1055, 1494, 1565]
- ad-title: ପଞ୍ଚାୟତ ସମିତି କାର୍ଯ୍ୟାଳୟ, ତିର୍ତ୍ତୋଲ, ଜଗତସିଂହପୁର: [461, 1523, 851, 1545]
- table-cell: ୦୬।୧୧।୧୦: [1167, 1371, 1261, 1387]
- table-cell: 1) Office of the Superintending Engineer, Southern Circle (R&B), Berhampur 2) Office of the Executive Engineer, Baudh R&B Sub Division, Baudh: [1133, 1698, 1259, 1982]
- ad-schedule-title: କାର୍ଯ୍ୟସୂଚୀ: [628, 1634, 684, 1649]
- paragraph: ଗିରଫ ମାଓବାଦୀମାନେ ଅନେକ ହିଂସାକାଣ୍ଡରେ ଜଡ଼ିତ ଥିବା ପୋଲିସ କହିଛି। ସେମାନଙ୍କୁ ପଚରାଉଚରା କରାଯାଉଛି।: [4, 1460, 366, 1488]
- column-divider: [553, 44, 555, 509]
- paragraph: ବିଗତ ଦିନରେ ଅନେକ ଲୋକଙ୍କୁ ସାପ କାମୁଡ଼ିଥିବା ଜଣାପଡ଼ିଛି। ଫସଲ କାଟିବା ସମୟରେ ଏହି ଆତଙ୍କ ଯୋଗୁଁ ଚାଷକାମ ବାଧାପ୍ରାପ୍ତ ହେଉଛି।: [378, 264, 548, 323]
- table-row: [951, 1402, 1488, 1418]
- paragraph: ବାଦରାଘାଟ ଜଙ୍ଗଲରୁ ଯୌଥ ବାହିନୀ ଚାରି ଜଣ ମାଓବାଦୀଙ୍କୁ ଗିରଫ କରିଛି। ସେମାନଙ୍କ ଠାରୁ ବନ୍ଧୁକ, ଗୁଳି ଓ ବିସ୍ଫୋରକ ଜବତ କରାଯାଇଛି।: [4, 1427, 366, 1455]
- table-row: [387, 2022, 926, 2038]
- table-cell: Rs.1,600/-: [1259, 1826, 1307, 1875]
- ifb-note: 10. Submission of more than one tender paper by a particular tender bidder will be treated liable for rejection of all such tender papers.: [948, 2190, 1466, 2200]
- table-cell: ଶ୍ରୀ କେ.କେ. ସାହୁ, ଏଡ଼ିଓ: [747, 1681, 925, 1697]
- table-cell: ୧୭.: [387, 1929, 444, 1945]
- lead-strap: ବିଭାଗୀୟ ଅଧିକାରୀଙ୍କୁ କଡ଼ା ନିର୍ଦ୍ଦେଶ: [563, 50, 1263, 90]
- column-header: କ୍ର.ନଂ.: [951, 1185, 1017, 1201]
- table-cell: ୧୬: [951, 1433, 1017, 1449]
- table-cell: 3 (three) Calendar months: [1429, 1747, 1490, 1786]
- paragraph: ପଦ୍ମପୁର/ରାୟଗଡ଼ା, ୨୪।୧୦ (ନି.ପ୍ର./ସି.ଏ.)- ବଂଶଧାରା ନଦୀ କୂଳରେ ଥିବା ଗ୍ରାମଗୁଡ଼ିକରେ ସାପ ବାହାରିବା ଗୁଜବ ପରେ ଚାଷୀମାନେ ଜମିକୁ ଯିବାକୁ ଡରୁଛନ୍ତି।: [378, 201, 548, 259]
- table-row: [951, 1309, 1488, 1325]
- table-cell: ୭.: [387, 1774, 444, 1790]
- table-cell: ସକାଳ ୧୦ଟା: [666, 1758, 747, 1774]
- table-cell: ୨୩.: [387, 2022, 444, 2038]
